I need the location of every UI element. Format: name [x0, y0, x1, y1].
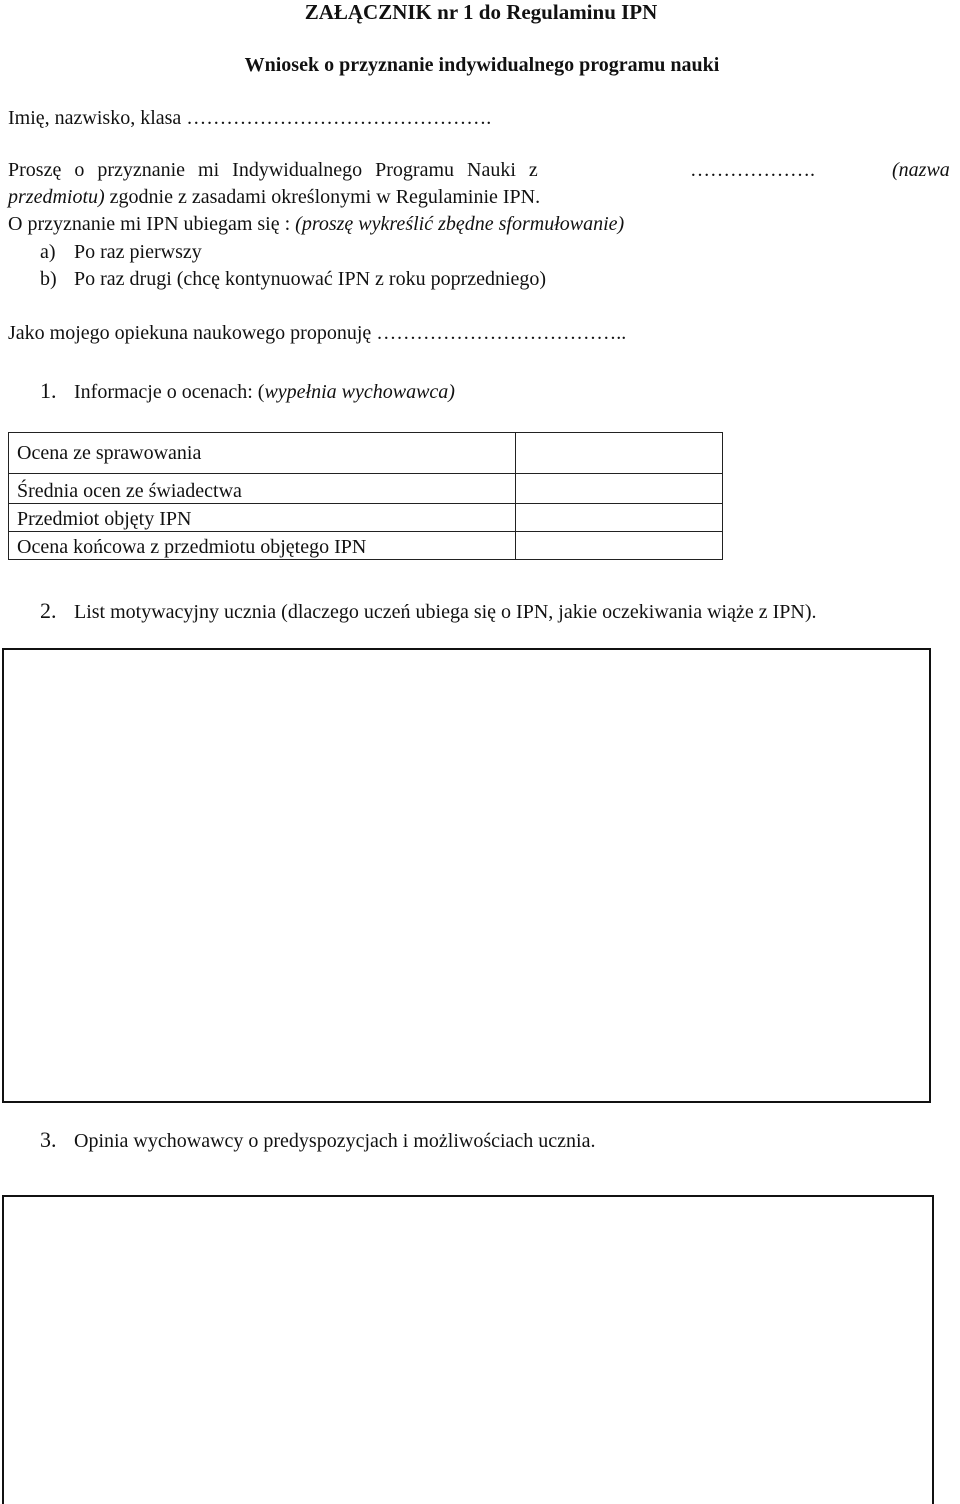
subtitle-text: Wniosek o przyznanie indywidualnego programu nauki	[244, 54, 720, 76]
section2-title: List motywacyjny ucznia (dlaczego uczeń ubiega się o IPN, jakie oczekiwania wiąże z IPN).	[74, 601, 817, 623]
row-value[interactable]	[516, 532, 723, 560]
row-label: Średnia ocen ze świadectwa	[9, 474, 516, 504]
row-value[interactable]	[516, 474, 723, 504]
przedmiotu-label: przedmiotu)	[8, 186, 105, 208]
table-row	[9, 433, 723, 474]
row-value[interactable]	[516, 433, 723, 474]
subject-dots: ……………….	[690, 159, 815, 181]
option-a-marker: a)	[40, 241, 56, 263]
option-a-text: Po raz pierwszy	[74, 241, 202, 263]
row-value[interactable]	[516, 504, 723, 532]
section1-title-italic: wypełnia wychowawca)	[264, 381, 455, 403]
title-text: ZAŁĄCZNIK nr 1 do Regulaminu IPN	[304, 0, 658, 24]
request-line-2	[8, 186, 540, 209]
page-title	[0, 0, 960, 25]
section3-number: 3.	[40, 1127, 57, 1152]
row-label: Ocena końcowa z przedmiotu objętego IPN	[9, 532, 516, 560]
name-label: Imię, nazwisko, klasa	[8, 107, 182, 129]
table-row	[9, 504, 723, 532]
nazwa-label: (nazwa	[892, 159, 950, 181]
section1-number: 1.	[40, 378, 57, 403]
tutor-line	[8, 322, 626, 345]
name-line	[8, 107, 491, 130]
teacher-opinion-box[interactable]	[2, 1195, 934, 1504]
table-row	[9, 532, 723, 560]
option-a	[40, 241, 202, 264]
page-subtitle	[0, 54, 960, 77]
option-b	[40, 268, 546, 291]
section3-heading	[40, 1127, 595, 1153]
tutor-label: Jako mojego opiekuna naukowego proponuję	[8, 322, 372, 344]
table-row	[9, 474, 723, 504]
apply-text: O przyznanie mi IPN ubiegam się :	[8, 213, 291, 235]
section1-heading	[40, 378, 455, 404]
section1-title: Informacje o ocenach: (	[74, 381, 265, 403]
row-label: Przedmiot objęty IPN	[9, 504, 516, 532]
section2-heading	[40, 598, 816, 624]
motivation-letter-box[interactable]	[2, 648, 931, 1103]
section3-title: Opinia wychowawcy o predyspozycjach i możliwościach ucznia.	[74, 1130, 596, 1152]
tutor-dots: ………………………………..	[376, 322, 627, 344]
option-b-text: Po raz drugi (chcę kontynuować IPN z roku poprzedniego)	[74, 268, 547, 290]
request-text: Proszę o przyznanie mi Indywidualnego Programu Nauki z	[8, 159, 538, 181]
apply-note: (proszę wykreślić zbędne sformułowanie)	[295, 213, 625, 235]
section2-number: 2.	[40, 598, 57, 623]
option-b-marker: b)	[40, 268, 57, 290]
name-dots: ……………………………………….	[186, 107, 492, 129]
grades-table	[8, 432, 723, 560]
apply-line	[8, 213, 624, 236]
request-line-1	[8, 159, 538, 182]
row-label: Ocena ze sprawowania	[9, 433, 516, 474]
request-rest: zgodnie z zasadami określonymi w Regulaminie IPN.	[109, 186, 541, 208]
